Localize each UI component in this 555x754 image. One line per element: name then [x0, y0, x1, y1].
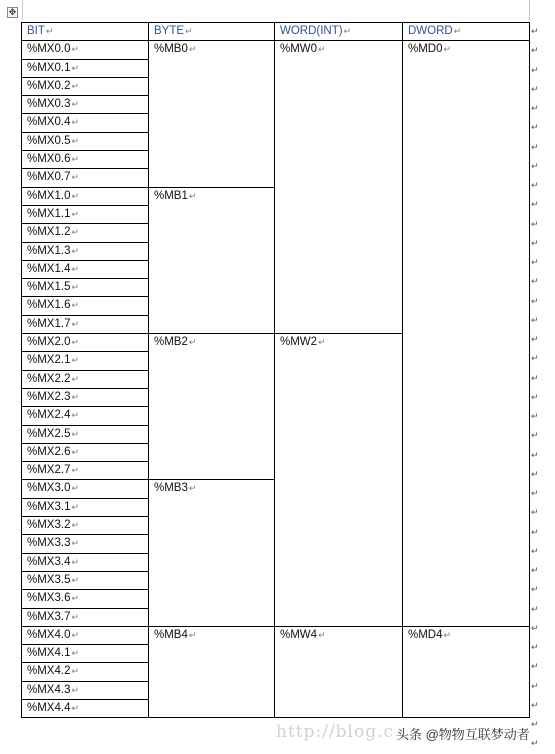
paragraph-mark-icon: ↵	[71, 80, 80, 91]
paragraph-mark-icon: ↵	[188, 629, 197, 640]
byte-cell	[149, 334, 275, 480]
bit-cell-text: %MX1.3	[27, 244, 71, 257]
paragraph-mark-icon: ↵	[71, 117, 80, 128]
row-end-mark-icon: ↵	[531, 661, 539, 672]
paragraph-mark-icon: ↵	[71, 172, 80, 183]
bit-cell-text: %MX2.4	[27, 409, 71, 422]
row-end-mark-icon: ↵	[531, 237, 539, 248]
bit-cell	[22, 553, 149, 571]
header-word: WORD(INT)↵	[275, 23, 403, 41]
bit-cell	[22, 388, 149, 406]
bit-cell-text: %MX3.3	[27, 537, 71, 550]
row-end-mark-icon: ↵	[531, 64, 539, 75]
paragraph-mark-icon: ↵	[188, 44, 197, 55]
bit-cell	[22, 96, 149, 114]
paragraph-mark-icon: ↵	[71, 465, 80, 476]
paragraph-mark-icon: ↵	[71, 702, 80, 713]
paragraph-mark-icon: ↵	[71, 208, 80, 219]
row-end-mark-icon: ↵	[531, 565, 539, 575]
bit-cell-text: %MX3.4	[27, 555, 71, 568]
paragraph-mark-icon: ↵	[318, 44, 326, 55]
paragraph-mark-icon: ↵	[71, 538, 80, 549]
paragraph-mark-icon: ↵	[71, 300, 80, 311]
row-end-mark-icon: ↵	[531, 680, 539, 691]
row-end-marks	[531, 22, 545, 754]
row-end-mark-icon: ↵	[531, 372, 539, 383]
divider	[529, 0, 530, 20]
bit-cell	[22, 681, 149, 699]
memory-address-table	[21, 22, 530, 718]
header-row	[22, 23, 530, 41]
row-end-mark-icon: ↵	[531, 276, 539, 287]
bit-cell	[22, 242, 149, 260]
row-end-mark-icon: ↵	[531, 430, 539, 441]
row-end-mark-icon: ↵	[531, 488, 539, 498]
paragraph-mark-icon: ↵	[71, 648, 80, 659]
row-end-mark-icon: ↵	[531, 449, 539, 460]
bit-cell-text: %MX0.4	[27, 116, 71, 129]
row-end-mark-icon: ↵	[531, 122, 539, 133]
bit-cell	[22, 260, 149, 278]
attribution-label: 头条 @物物互联梦动者	[396, 724, 530, 743]
dword-cell	[403, 626, 530, 717]
row-end-mark-icon: ↵	[531, 160, 539, 171]
bit-cell	[22, 480, 149, 498]
bit-cell-text: %MX3.6	[27, 592, 71, 605]
bit-cell	[22, 443, 149, 461]
bit-cell	[22, 590, 149, 608]
paragraph-mark-icon: ↵	[71, 629, 80, 640]
bit-cell	[22, 187, 149, 205]
dword-cell-text: %MD0	[408, 43, 443, 56]
bit-cell-text: %MX1.6	[27, 299, 71, 312]
row-end-mark-icon: ↵	[531, 699, 539, 710]
row-end-mark-icon: ↵	[531, 391, 539, 402]
row-end-mark-icon: ↵	[531, 719, 539, 729]
bit-cell	[22, 663, 149, 681]
bit-cell-text: %MX1.2	[27, 226, 71, 239]
row-end-mark-icon: ↵	[531, 141, 539, 152]
paragraph-mark-icon: ↵	[71, 355, 80, 366]
bit-cell-text: %MX1.7	[27, 317, 71, 330]
bit-cell	[22, 169, 149, 187]
paragraph-mark-icon: ↵	[71, 227, 80, 238]
paragraph-mark-icon: ↵	[188, 483, 197, 494]
byte-cell	[149, 41, 275, 187]
bit-cell	[22, 535, 149, 553]
byte-cell	[149, 187, 275, 333]
byte-cell-text: %MB0	[154, 43, 188, 56]
dword-cell	[403, 41, 530, 627]
paragraph-mark-icon: ↵	[71, 99, 80, 110]
paragraph-mark-icon: ↵	[318, 337, 326, 348]
paragraph-mark-icon: ↵	[71, 245, 80, 256]
bit-cell	[22, 132, 149, 150]
paragraph-mark-icon: ↵	[443, 629, 452, 640]
bit-cell	[22, 608, 149, 626]
paragraph-mark-icon: ↵	[71, 483, 80, 494]
bit-cell	[22, 645, 149, 663]
bit-cell	[22, 59, 149, 77]
paragraph-mark-icon: ↵	[71, 410, 80, 421]
row-end-mark-icon: ↵	[531, 45, 539, 56]
bit-cell-text: %MX2.6	[27, 445, 71, 458]
row-end-mark-icon: ↵	[531, 353, 539, 364]
bit-cell-text: %MX2.0	[27, 336, 71, 349]
byte-cell-text: %MB2	[154, 336, 188, 349]
byte-cell-text: %MB3	[154, 482, 188, 495]
paragraph-mark-icon: ↵	[443, 44, 452, 55]
bit-cell-text: %MX2.1	[27, 354, 71, 367]
paragraph-mark-icon: ↵	[318, 629, 326, 640]
bit-cell-text: %MX1.4	[27, 262, 71, 275]
paragraph-mark-icon: ↵	[71, 190, 80, 201]
paragraph-mark-icon: ↵	[71, 501, 80, 512]
row-end-mark-icon: ↵	[531, 199, 539, 210]
bit-cell-text: %MX2.3	[27, 390, 71, 403]
divider	[22, 0, 23, 20]
bit-cell-text: %MX0.0	[27, 43, 71, 56]
bit-cell-text: %MX4.3	[27, 683, 71, 696]
paragraph-mark-icon: ↵	[71, 611, 80, 622]
row-end-mark-icon: ↵	[531, 507, 539, 518]
header-byte: BYTE↵	[149, 23, 275, 41]
row-end-mark-icon: ↵	[531, 257, 539, 267]
bit-cell	[22, 77, 149, 95]
bit-cell-text: %MX4.2	[27, 665, 71, 678]
paragraph-mark-icon: ↵	[71, 62, 80, 73]
bit-cell-text: %MX4.4	[27, 701, 71, 714]
row-end-mark-icon: ↵	[531, 103, 539, 113]
word-cell-text: %MW4	[280, 628, 318, 641]
bit-cell-text: %MX4.1	[27, 647, 71, 660]
bit-cell-text: %MX3.5	[27, 573, 71, 586]
row-end-mark-icon: ↵	[531, 738, 539, 749]
row-end-mark-icon: ↵	[531, 180, 539, 190]
row-end-mark-icon: ↵	[531, 545, 539, 556]
bit-cell	[22, 279, 149, 297]
bit-cell-text: %MX1.0	[27, 189, 71, 202]
bit-cell-text: %MX3.1	[27, 500, 71, 513]
bit-cell	[22, 151, 149, 169]
paragraph-mark-icon: ↵	[71, 44, 80, 55]
bit-cell-text: %MX1.1	[27, 207, 71, 220]
bit-cell	[22, 114, 149, 132]
row-end-mark-icon: ↵	[531, 642, 539, 652]
row-end-mark-icon: ↵	[531, 603, 539, 614]
byte-cell	[149, 626, 275, 717]
row-end-mark-icon: ↵	[531, 411, 539, 421]
paragraph-mark-icon: ↵	[71, 135, 80, 146]
bit-cell-text: %MX0.2	[27, 79, 71, 92]
bit-cell-text: %MX0.6	[27, 153, 71, 166]
row-end-mark-icon: ↵	[531, 584, 539, 595]
paragraph-mark-icon: ↵	[71, 520, 80, 531]
bit-cell	[22, 407, 149, 425]
bit-cell-text: %MX2.2	[27, 372, 71, 385]
bit-cell-text: %MX3.0	[27, 482, 71, 495]
bit-cell-text: %MX0.1	[27, 61, 71, 74]
bit-cell	[22, 571, 149, 589]
paragraph-mark-icon: ↵	[71, 391, 80, 402]
row-end-mark-icon: ↵	[531, 218, 539, 229]
bit-cell-text: %MX0.7	[27, 171, 71, 184]
bit-cell	[22, 315, 149, 333]
bit-cell-text: %MX0.3	[27, 98, 71, 111]
paragraph-mark-icon: ↵	[71, 574, 80, 585]
bit-cell-text: %MX2.7	[27, 464, 71, 477]
paragraph-mark-icon: ↵	[71, 556, 80, 567]
bit-cell-text: %MX0.5	[27, 134, 71, 147]
paragraph-mark-icon: ↵	[71, 593, 80, 604]
bit-cell	[22, 41, 149, 59]
paragraph-mark-icon: ↵	[71, 373, 80, 384]
bit-cell	[22, 205, 149, 223]
byte-cell-text: %MB1	[154, 189, 188, 202]
paragraph-mark-icon: ↵	[71, 154, 80, 165]
watermark: http://blog.c	[276, 722, 395, 742]
paragraph-mark-icon: ↵	[71, 666, 80, 677]
row-end-mark-icon: ↵	[531, 83, 539, 94]
row-end-mark-icon: ↵	[531, 334, 539, 344]
bit-cell	[22, 626, 149, 644]
bit-cell	[22, 462, 149, 480]
paragraph-mark-icon: ↵	[188, 190, 197, 201]
word-cell-text: %MW0	[280, 43, 318, 56]
byte-cell	[149, 480, 275, 626]
bit-cell	[22, 498, 149, 516]
table-row	[22, 41, 530, 59]
row-end-mark-icon: ↵	[531, 468, 539, 479]
paragraph-mark-icon: ↵	[71, 428, 80, 439]
bit-cell	[22, 699, 149, 717]
row-end-mark-icon: ↵	[531, 622, 539, 633]
bit-cell	[22, 224, 149, 242]
bit-cell-text: %MX4.0	[27, 628, 71, 641]
table-move-handle-icon[interactable]: ✥	[8, 7, 17, 17]
bit-cell	[22, 297, 149, 315]
row-end-mark-icon: ↵	[531, 295, 539, 306]
word-cell	[275, 334, 403, 627]
paragraph-mark-icon: ↵	[188, 337, 197, 348]
header-dword: DWORD↵	[403, 23, 530, 41]
paragraph-mark-icon: ↵	[71, 337, 80, 348]
bit-cell-text: %MX3.2	[27, 519, 71, 532]
header-bit: BIT↵	[22, 23, 149, 41]
row-end-mark-icon: ↵	[531, 314, 539, 325]
paragraph-mark-icon: ↵	[71, 263, 80, 274]
bit-cell	[22, 334, 149, 352]
bit-cell-text: %MX2.5	[27, 427, 71, 440]
row-end-mark-icon: ↵	[531, 526, 539, 537]
paragraph-mark-icon: ↵	[71, 446, 80, 457]
bit-cell	[22, 517, 149, 535]
bit-cell	[22, 352, 149, 370]
paragraph-mark-icon: ↵	[71, 318, 80, 329]
table-row	[22, 626, 530, 644]
paragraph-mark-icon: ↵	[71, 684, 80, 695]
bit-cell-text: %MX1.5	[27, 281, 71, 294]
bit-cell-text: %MX3.7	[27, 610, 71, 623]
paragraph-mark-icon: ↵	[71, 282, 80, 293]
word-cell-text: %MW2	[280, 336, 318, 349]
word-cell	[275, 626, 403, 717]
row-end-mark-icon: ↵	[531, 26, 539, 36]
dword-cell-text: %MD4	[408, 628, 443, 641]
bit-cell	[22, 370, 149, 388]
bit-cell	[22, 425, 149, 443]
word-cell	[275, 41, 403, 334]
byte-cell-text: %MB4	[154, 628, 188, 641]
